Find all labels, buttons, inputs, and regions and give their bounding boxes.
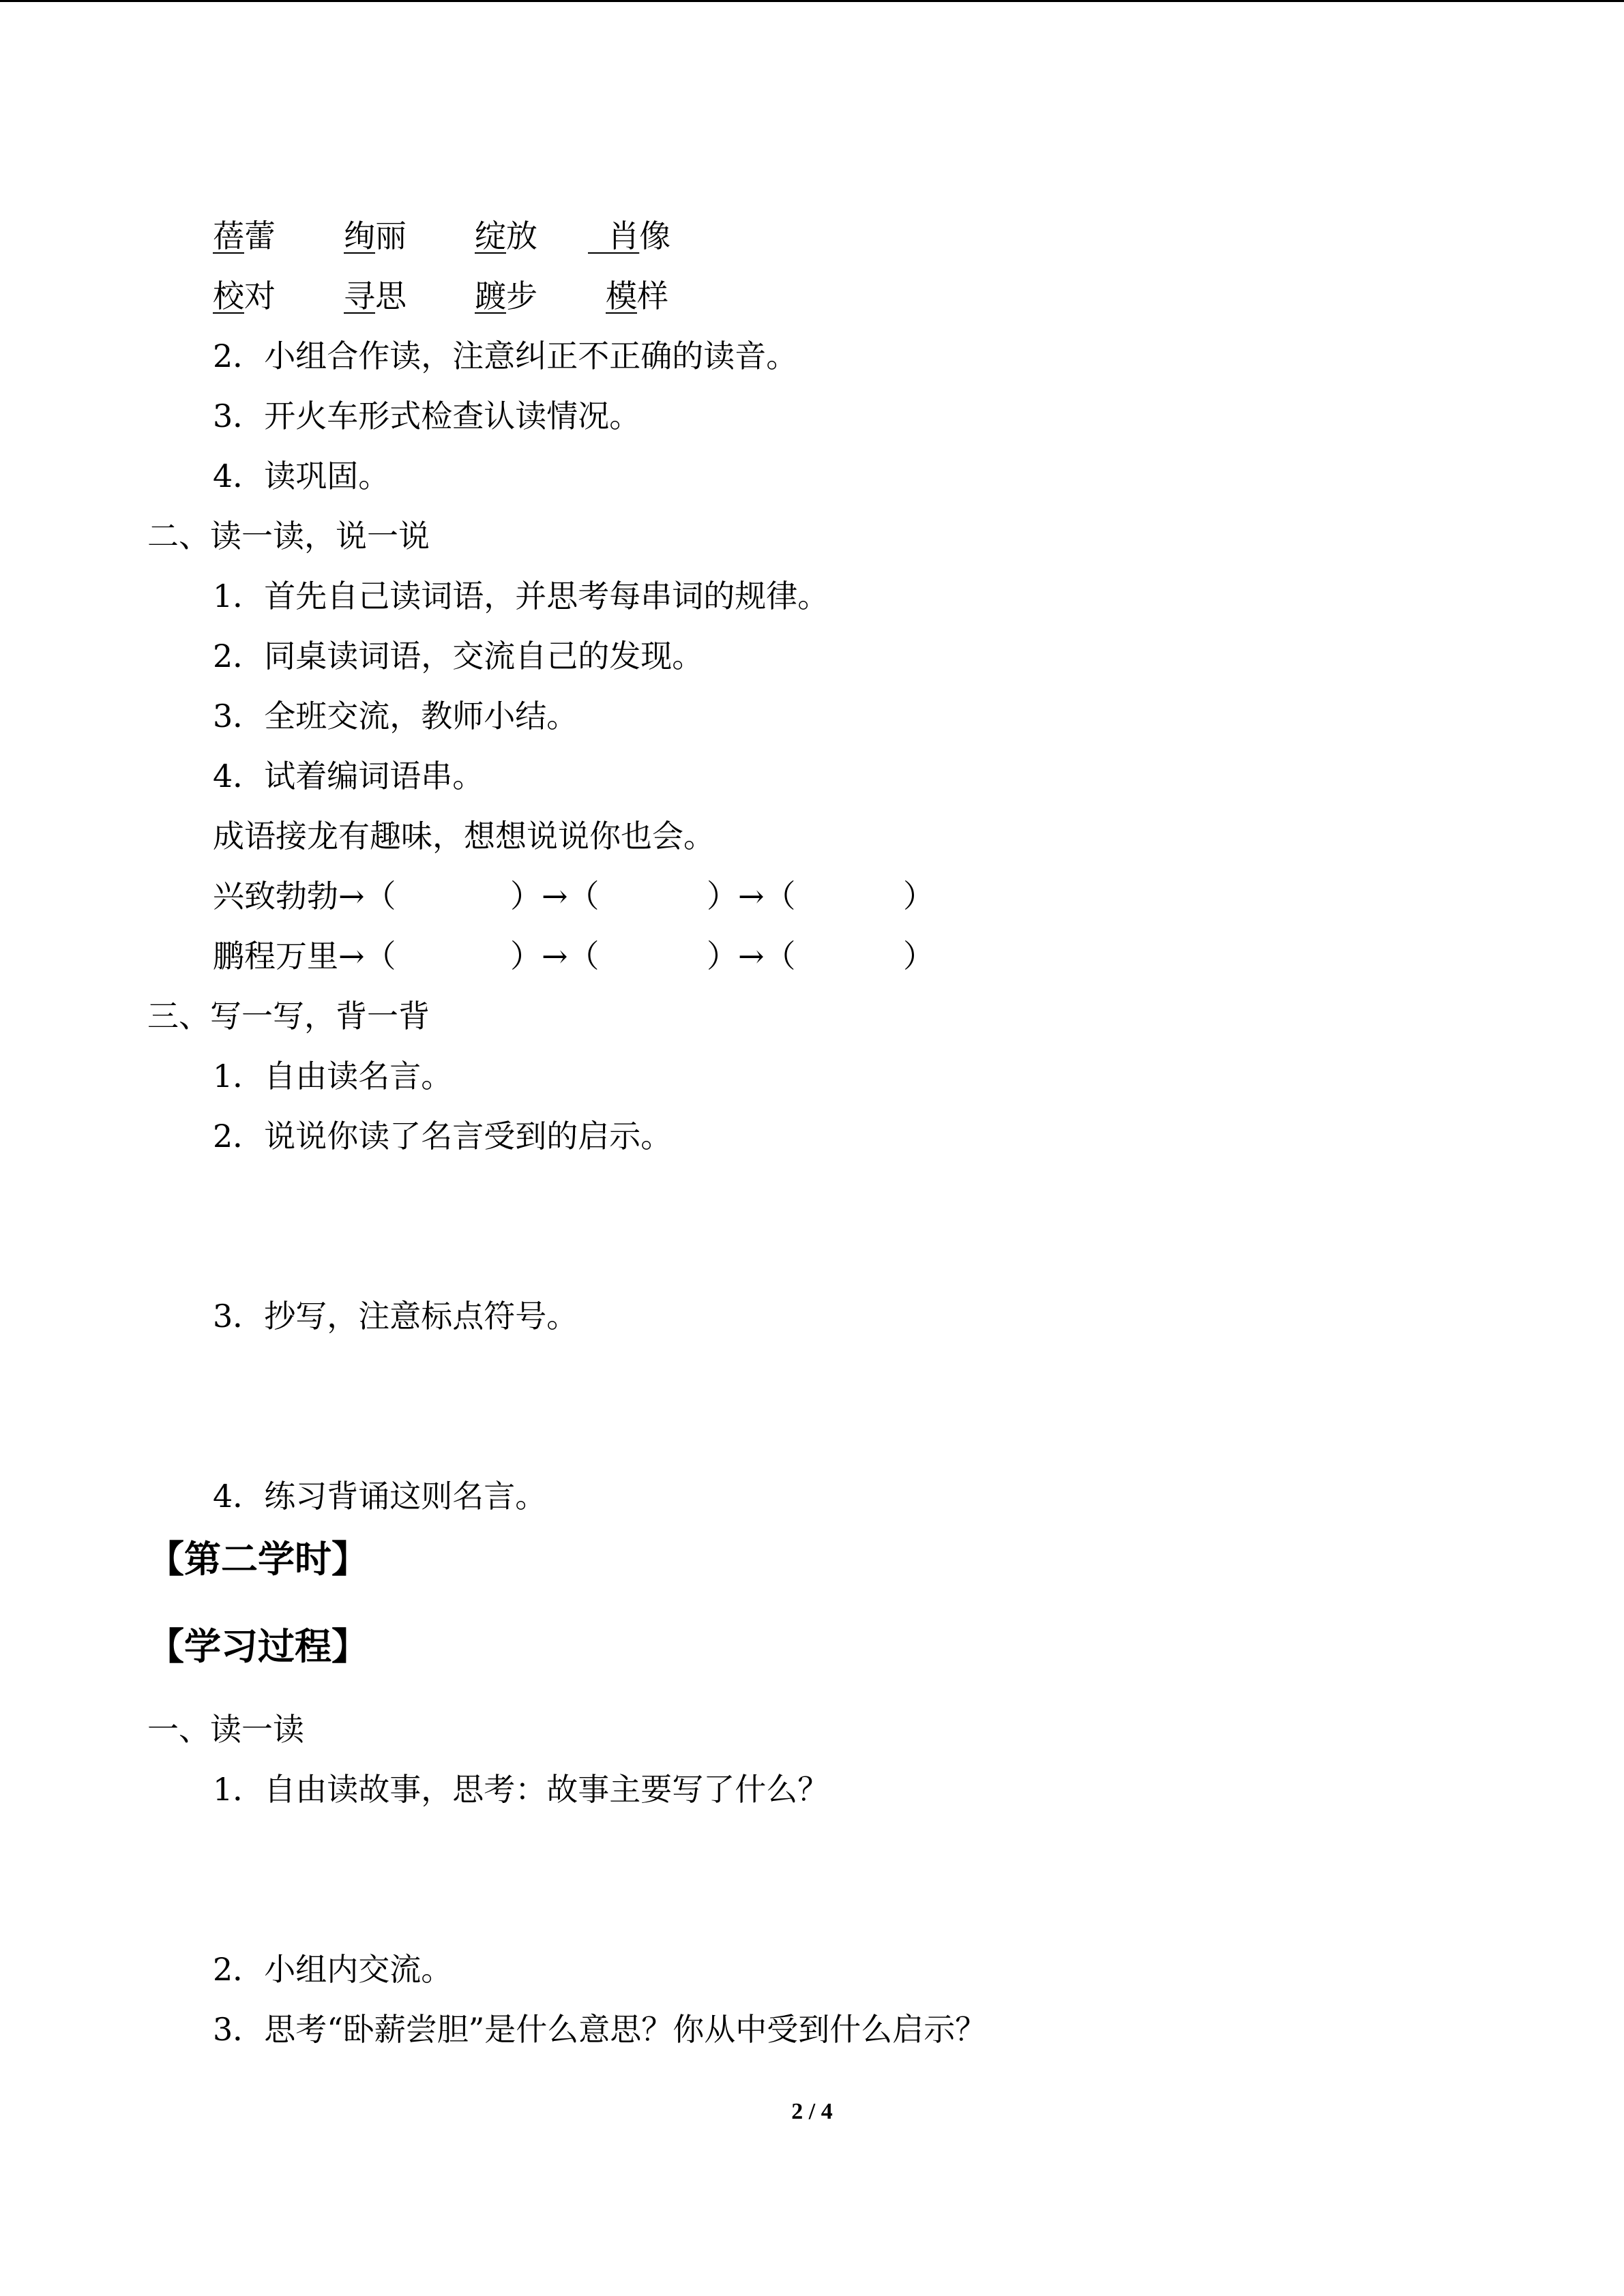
- list-item: 3．抄写，注意标点符号。: [213, 1298, 578, 1335]
- list-item: 3．全班交流，教师小结。: [213, 698, 578, 734]
- vocab-word: 绚丽: [344, 218, 407, 254]
- vocab-word: 肖像: [588, 218, 671, 254]
- process-title: 【学习过程】: [147, 1625, 368, 1668]
- top-border: [0, 0, 1624, 2]
- vocab-word: 寻思: [344, 278, 407, 314]
- list-item: 3．开火车形式检查认读情况。: [213, 398, 641, 434]
- idiom-chain-start: 兴致勃勃→（: [213, 878, 396, 914]
- list-item: 4．试着编词语串。: [213, 758, 484, 794]
- vocab-word: 模样: [606, 278, 668, 314]
- list-item: 2．同桌读词语，交流自己的发现。: [213, 638, 704, 674]
- section-heading: 一、读一读: [147, 1711, 304, 1748]
- idiom-chain-link: ）→（: [707, 938, 796, 974]
- list-item: 1．首先自己读词语，并思考每串词的规律。: [213, 578, 829, 614]
- idiom-prompt: 成语接龙有趣味，想想说说你也会。: [213, 818, 715, 854]
- list-item: 4．读巩固。: [213, 458, 390, 494]
- list-item: 2．小组内交流。: [213, 1951, 453, 1988]
- vocab-word: 绽放: [475, 218, 537, 254]
- vocab-word: 校对: [213, 278, 276, 314]
- list-item: 2．小组合作读，注意纠正不正确的读音。: [213, 338, 798, 374]
- idiom-chain-link: ）→（: [707, 878, 796, 914]
- idiom-chain-link: ）→（: [510, 878, 600, 914]
- list-item: 2．说说你读了名言受到的启示。: [213, 1118, 673, 1154]
- list-item: 3．思考“卧薪尝胆”是什么意思？你从中受到什么启示？: [213, 2011, 987, 2048]
- page-number: 2 / 4: [791, 2099, 833, 2124]
- list-item: 1．自由读名言。: [213, 1058, 453, 1094]
- idiom-chain-end: ）: [903, 938, 934, 974]
- idiom-chain-link: ）→（: [510, 938, 600, 974]
- vocab-word: 蓓蕾: [213, 218, 276, 254]
- section-heading: 二、读一读，说一说: [147, 518, 430, 554]
- vocab-word: 踱步: [475, 278, 537, 314]
- idiom-chain-start: 鹏程万里→（: [213, 938, 396, 974]
- list-item: 4．练习背诵这则名言。: [213, 1478, 547, 1515]
- idiom-chain-end: ）: [903, 878, 934, 914]
- lesson-title: 【第二学时】: [147, 1538, 368, 1581]
- section-heading: 三、写一写，背一背: [147, 998, 430, 1034]
- list-item: 1．自由读故事，思考：故事主要写了什么？: [213, 1771, 829, 1808]
